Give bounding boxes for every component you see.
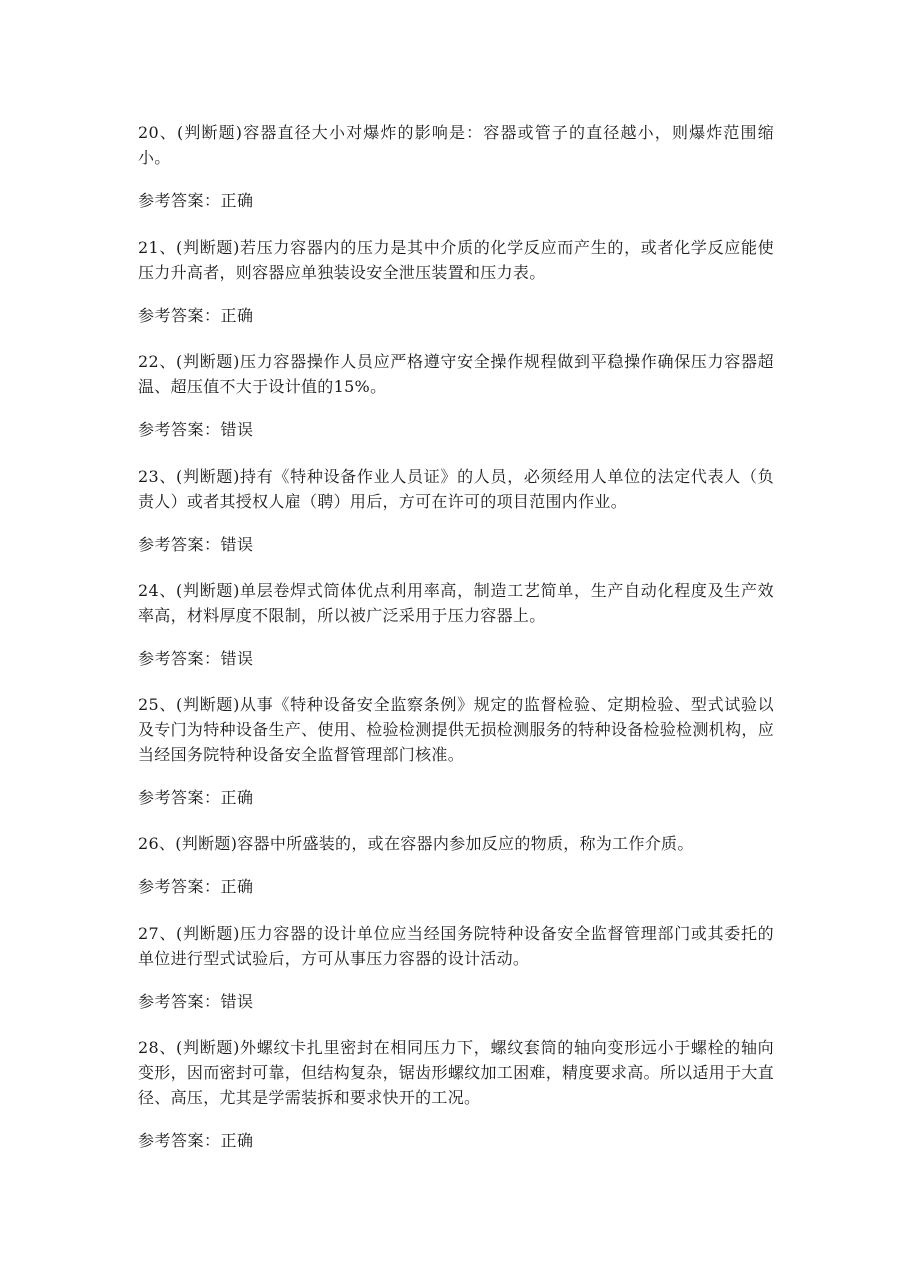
answer-24: 参考答案：错误 — [138, 649, 254, 668]
question-27: 27、(判断题)压力容器的设计单位应当经国务院特种设备安全监督管理部门或其委托的单位进行型式试验后，方可从事压力容器的设计活动。 — [138, 924, 774, 968]
question-28: 28、(判断题)外螺纹卡扎里密封在相同压力下，螺纹套筒的轴向变形远小于螺栓的轴向变形，因而密封可靠，但结构复杂，锯齿形螺纹加工困难，精度要求高。所以适用于大直径、高压，尤其是学需装拆和要求快开的工况。 — [138, 1038, 774, 1107]
answer-25: 参考答案：正确 — [138, 788, 254, 807]
question-22: 22、(判断题)压力容器操作人员应严格遵守安全操作规程做到平稳操作确保压力容器超温、超压值不大于设计值的15%。 — [138, 352, 774, 396]
question-23: 23、(判断题)持有《特种设备作业人员证》的人员，必须经用人单位的法定代表人（负责人）或者其授权人雇（聘）用后，方可在许可的项目范围内作业。 — [138, 467, 774, 511]
answer-28: 参考答案：正确 — [138, 1131, 254, 1150]
answer-22: 参考答案：错误 — [138, 420, 254, 439]
answer-26: 参考答案：正确 — [138, 877, 254, 896]
answer-21: 参考答案：正确 — [138, 306, 254, 325]
question-24: 24、(判断题)单层卷焊式筒体优点利用率高，制造工艺简单，生产自动化程度及生产效率高，材料厚度不限制，所以被广泛采用于压力容器上。 — [138, 581, 774, 625]
question-21: 21、(判断题)若压力容器内的压力是其中介质的化学反应而产生的，或者化学反应能使压力升高者，则容器应单独装设安全泄压装置和压力表。 — [138, 238, 774, 282]
question-25: 25、(判断题)从事《特种设备安全监察条例》规定的监督检验、定期检验、型式试验以及专门为特种设备生产、使用、检验检测提供无损检测服务的特种设备检验检测机构，应当经国务院特种设备安全监督管理部门核准。 — [138, 695, 774, 764]
answer-23: 参考答案：错误 — [138, 535, 254, 554]
question-26: 26、(判断题)容器中所盛装的，或在容器内参加反应的物质，称为工作介质。 — [138, 834, 694, 853]
answer-27: 参考答案：错误 — [138, 992, 254, 1011]
question-20: 20、(判断题)容器直径大小对爆炸的影响是：容器或管子的直径越小，则爆炸范围缩小。 — [138, 123, 774, 167]
answer-20: 参考答案：正确 — [138, 191, 254, 210]
